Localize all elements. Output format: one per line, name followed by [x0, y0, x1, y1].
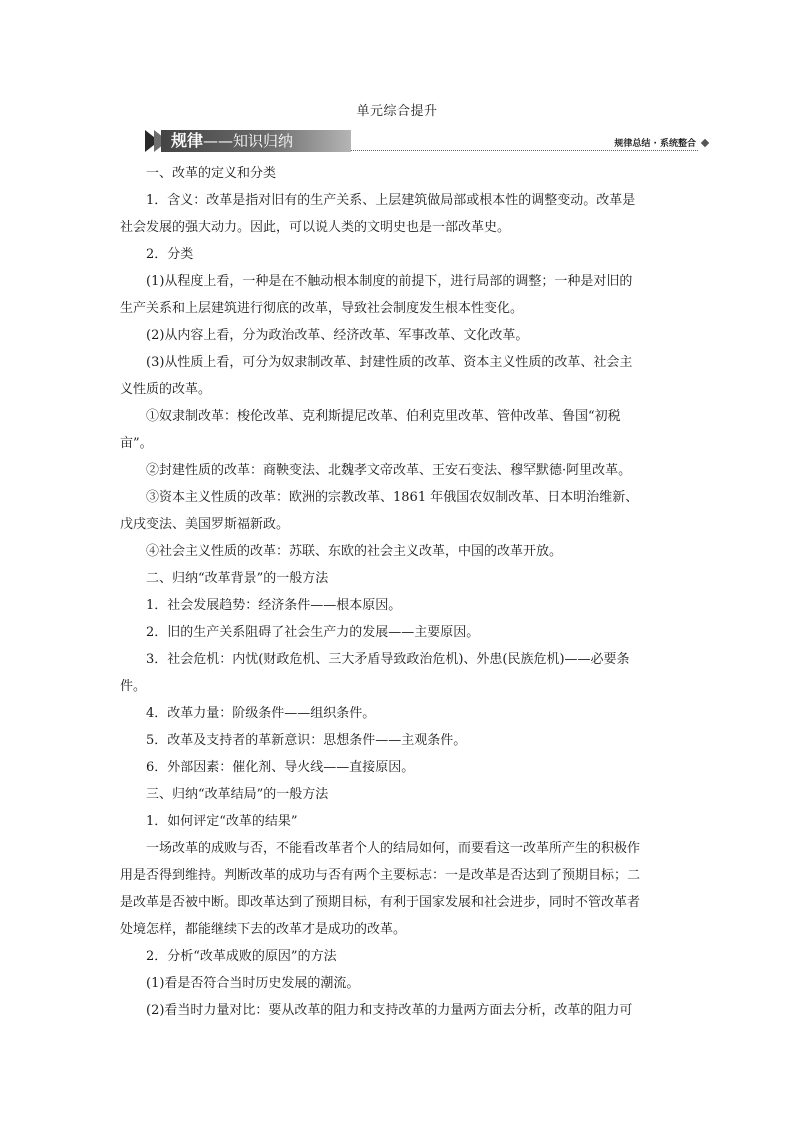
- text-line: 二、归纳“改革背景”的一般方法: [146, 571, 329, 586]
- text-line: 件。: [120, 679, 147, 694]
- text-line: 2．分析“改革成败的原因”的方法: [146, 949, 337, 964]
- text-line: 处境怎样，都能继续下去的改革才是成功的改革。: [120, 922, 407, 937]
- text-line: 1．如何评定“改革的结果”: [146, 814, 298, 829]
- text-line: ②封建性质的改革：商鞅变法、北魏孝文帝改革、王安石变法、穆罕默德·阿里改革。: [146, 463, 632, 478]
- text-line: 用是否得到维持。判断改革的成功与否有两个主要标志：一是改革是否达到了预期目标；二: [120, 868, 641, 883]
- text-line: 义性质的改革。: [120, 382, 212, 397]
- text-line: 戊戌变法、美国罗斯福新政。: [120, 517, 290, 532]
- text-line: 一、改革的定义和分类: [146, 166, 277, 181]
- text-line: 1．含义：改革是指对旧有的生产关系、上层建筑做局部或根本性的调整变动。改革是: [146, 193, 636, 208]
- text-line: (1)看是否符合当时历史发展的潮流。: [146, 976, 360, 991]
- text-line: (1)从程度上看，一种是在不触动根本制度的前提下，进行局部的调整；一种是对旧的: [146, 274, 633, 289]
- text-line: 3．社会危机：内忧(财政危机、三大矛盾导致政治危机)、外患(民族危机)——必要条: [146, 652, 630, 667]
- text-line: 2．旧的生产关系阻碍了社会生产力的发展——主要原因。: [146, 625, 480, 640]
- banner-divider: [351, 150, 698, 151]
- text-line: 是改革是否被中断。即改革达到了预期目标，有利于国家发展和社会进步，同时不管改革者: [120, 895, 641, 910]
- diamond-icon: [701, 139, 709, 147]
- text-line: 生产关系和上层建筑进行彻底的改革，导致社会制度发生根本性变化。: [120, 301, 524, 316]
- text-line: (2)从内容上看，分为政治改革、经济改革、军事改革、文化改革。: [146, 328, 529, 343]
- text-line: ①奴隶制改革：梭伦改革、克利斯提尼改革、伯利克里改革、管仲改革、鲁国“初税: [146, 409, 621, 424]
- banner-label-strong: 规律: [171, 131, 204, 150]
- text-line: 1．社会发展趋势：经济条件——根本原因。: [146, 598, 402, 613]
- text-line: (3)从性质上看，可分为奴隶制改革、封建性质的改革、资本主义性质的改革、社会主: [146, 355, 633, 370]
- text-line: 4．改革力量：阶级条件——组织条件。: [146, 706, 376, 721]
- text-line: 2．分类: [146, 247, 194, 262]
- text-line: 社会发展的强大动力。因此，可以说人类的文明史也是一部改革史。: [120, 220, 511, 235]
- banner-label: [161, 130, 351, 152]
- document-body: [120, 160, 675, 1024]
- text-line: ③资本主义性质的改革：欧洲的宗教改革、1861 年俄国农奴制改革、日本明治维新、: [146, 490, 639, 505]
- text-line: ④社会主义性质的改革：苏联、东欧的社会主义改革，中国的改革开放。: [146, 544, 563, 559]
- text-line: 三、归纳“改革结局”的一般方法: [146, 787, 329, 802]
- banner-right-text: 规律总结 · 系统整合: [614, 139, 696, 149]
- text-line: 一场改革的成败与否，不能看改革者个人的结局如何，而要看这一改革所产生的积极作: [146, 841, 641, 856]
- page-title: 单元综合提升: [356, 104, 438, 119]
- text-line: 5．改革及支持者的革新意识：思想条件——主观条件。: [146, 733, 467, 748]
- text-line: (2)看当时力量对比：要从改革的阻力和支持改革的力量两方面去分析，改革的阻力可: [146, 1003, 633, 1018]
- banner-label-rest: ——知识归纳: [203, 132, 294, 150]
- text-line: 6．外部因素：催化剂、导火线——直接原因。: [146, 760, 415, 775]
- section-banner: [145, 128, 710, 154]
- text-line: 亩”。: [120, 436, 153, 451]
